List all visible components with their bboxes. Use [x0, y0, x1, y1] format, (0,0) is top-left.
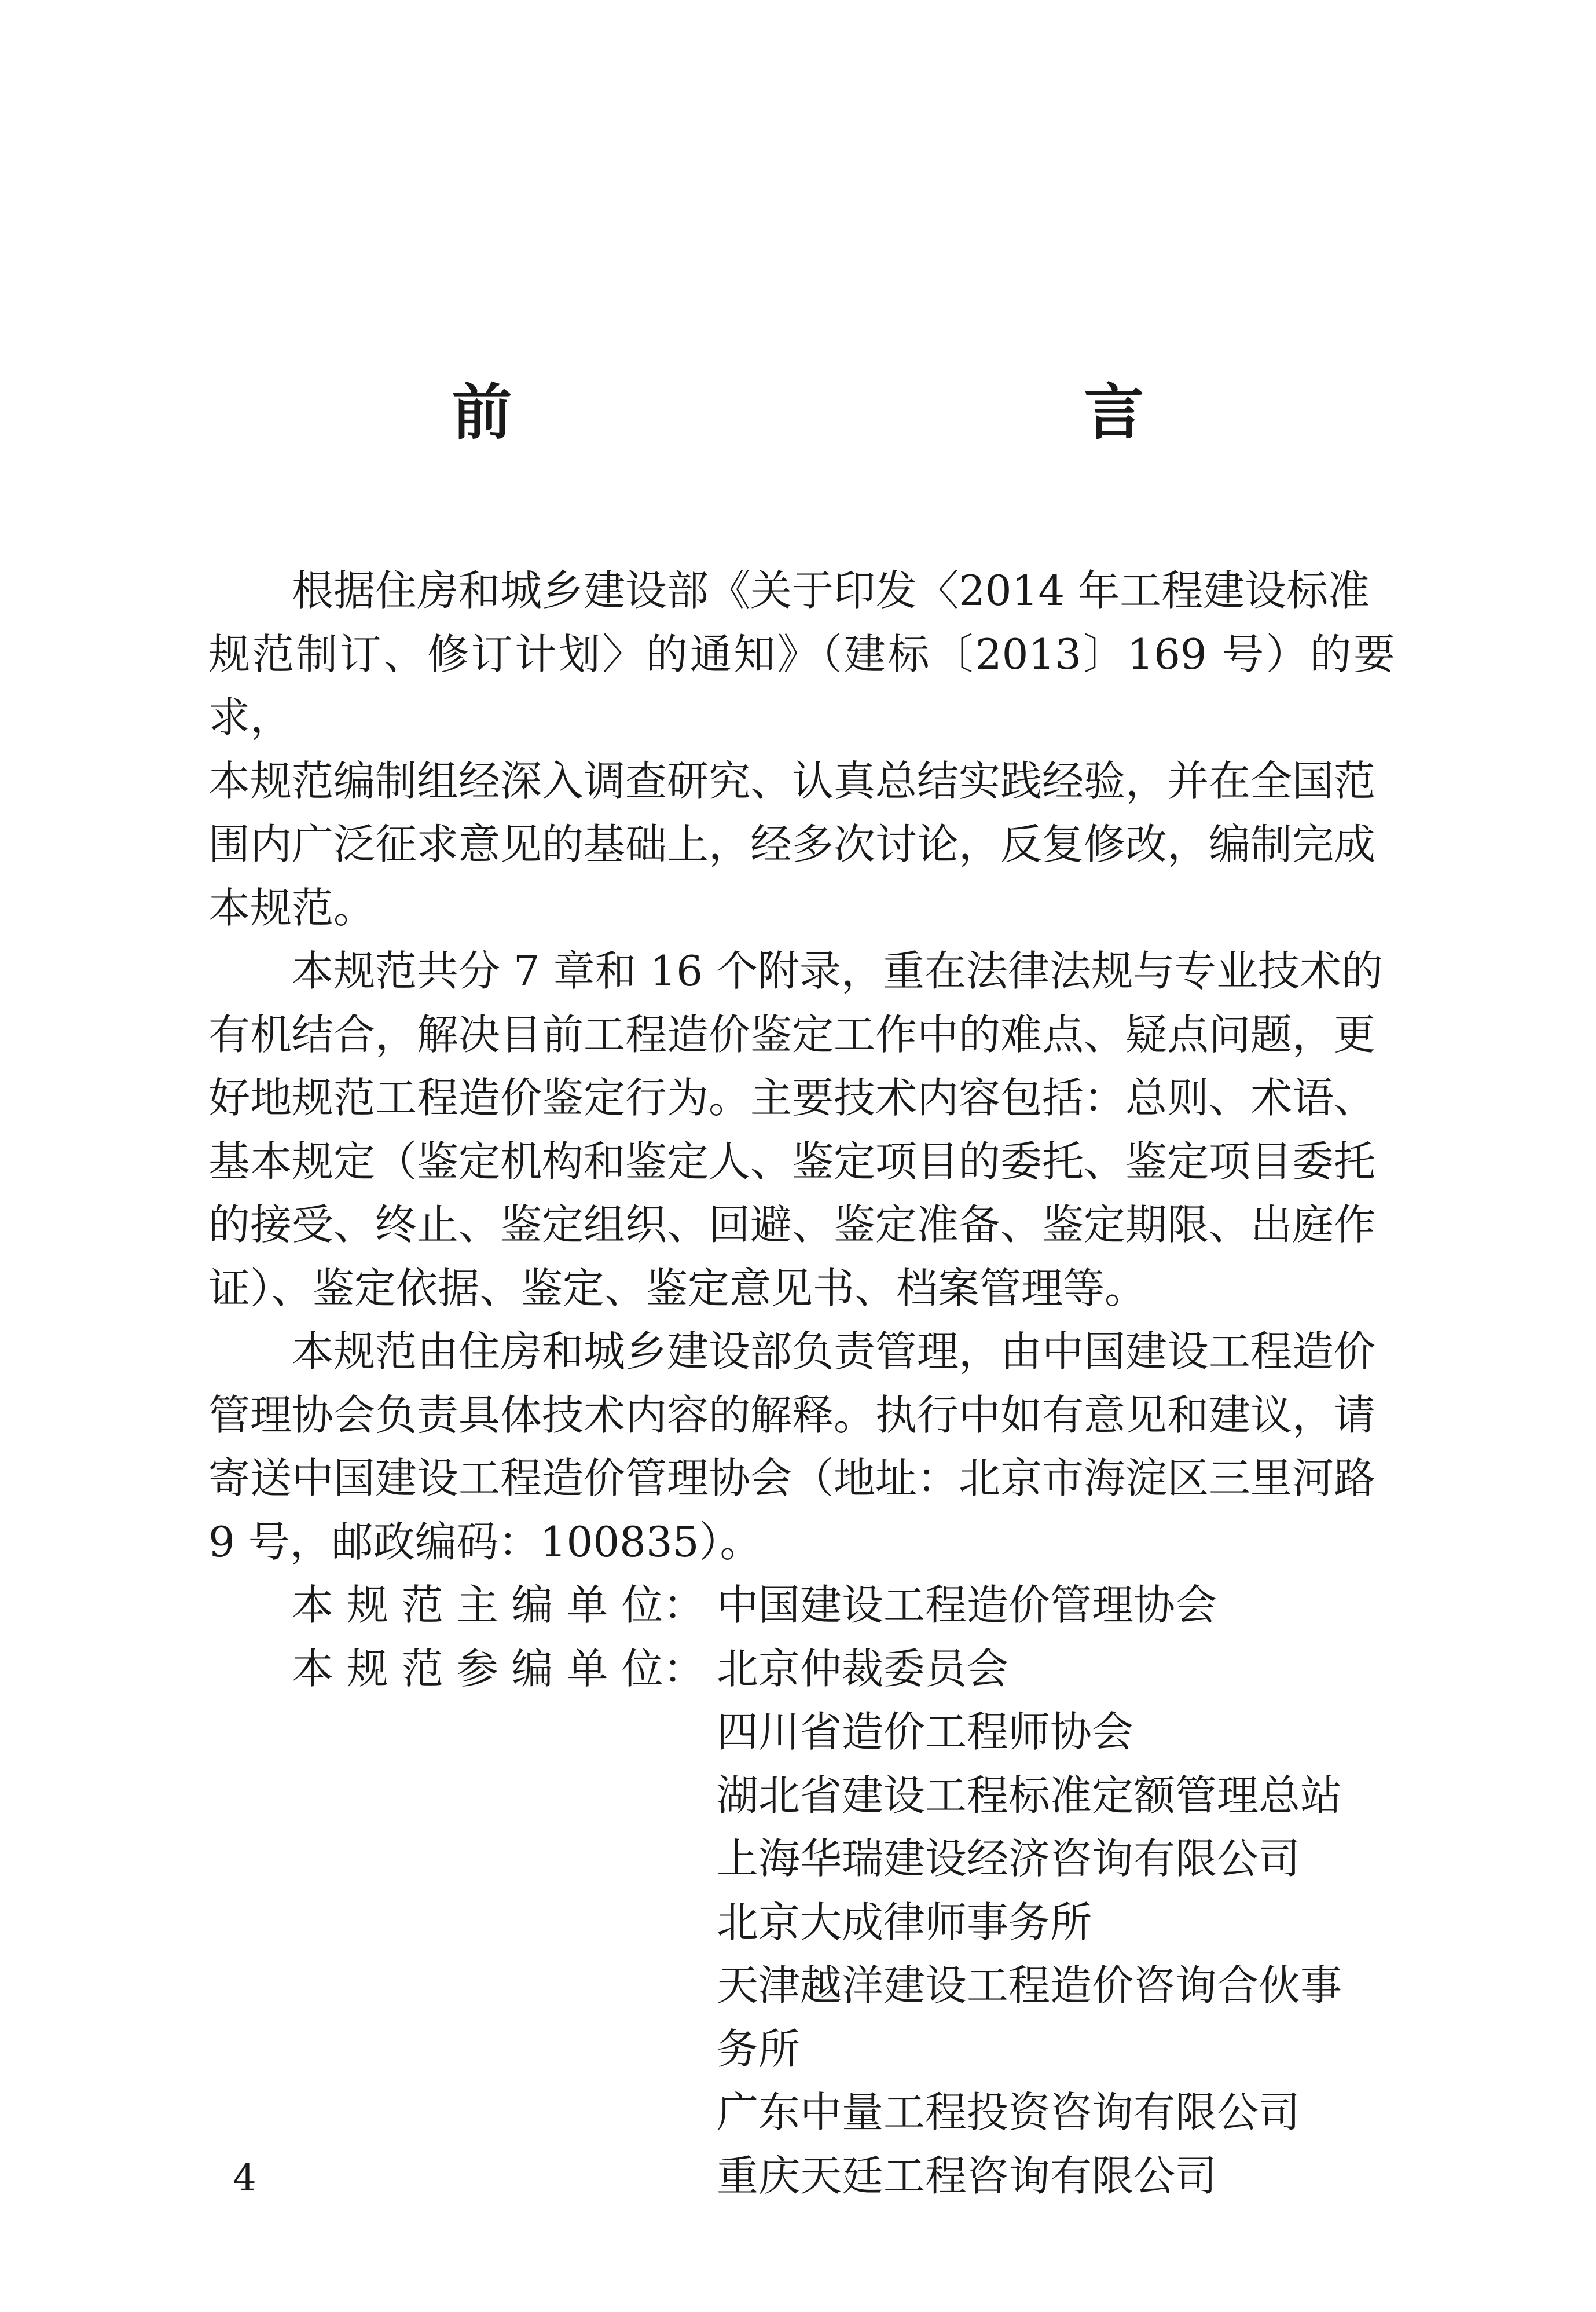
paragraph-line: 本规范共分 7 章和 16 个附录，重在法律法规与专业技术的	[292, 947, 1383, 995]
organization-name: 四川省造价工程师协会	[717, 1708, 1134, 1756]
paragraph-line: 证）、鉴定依据、鉴定、鉴定意见书、档案管理等。	[208, 1263, 1147, 1313]
organization-name: 北京仲裁委员会	[717, 1644, 1009, 1693]
paragraph-line: 本规范由住房和城乡建设部负责管理，由中国建设工程造价	[292, 1327, 1376, 1376]
participating-editor-label: 本 规 范 参 编 单 位：	[292, 1644, 705, 1693]
paragraph-line: 围内广泛征求意见的基础上，经多次讨论，反复修改，编制完成	[208, 820, 1376, 869]
paragraph-line: 基本规定（鉴定机构和鉴定人、鉴定项目的委托、鉴定项目委托	[208, 1137, 1376, 1186]
organization-name: 中国建设工程造价管理协会	[717, 1581, 1217, 1629]
organization-name: 务所	[717, 2024, 801, 2073]
paragraph-line: 本规范。	[208, 883, 376, 932]
participating-editor-units	[208, 1637, 1395, 2208]
paragraph-line: 本规范编制组经深入调查研究、认真总结实践经验，并在全国范	[208, 756, 1376, 805]
page-title: 前 言	[452, 376, 1295, 448]
organization-name: 广东中量工程投资咨询有限公司	[717, 2088, 1301, 2137]
page-number: 4	[233, 2157, 256, 2200]
chief-editor-unit	[208, 1574, 1395, 1637]
chief-editor-label: 本 规 范 主 编 单 位：	[292, 1581, 705, 1629]
paragraph-line: 管理协会负责具体技术内容的解释。执行中如有意见和建议，请	[208, 1390, 1376, 1439]
paragraph-1	[208, 559, 1395, 940]
paragraph-line: 的接受、终止、鉴定组织、回避、鉴定准备、鉴定期限、出庭作	[208, 1200, 1376, 1249]
paragraph-line: 9 号，邮政编码：100835）。	[208, 1517, 762, 1566]
paragraph-line: 有机结合，解决目前工程造价鉴定工作中的难点、疑点问题，更	[208, 1010, 1376, 1059]
paragraph-line: 规范制订、修订计划〉的通知》（建标〔2013〕169 号）的要求，	[208, 629, 1395, 742]
organization-name: 北京大成律师事务所	[717, 1897, 1092, 1947]
organization-name: 上海华瑞建设经济咨询有限公司	[717, 1834, 1301, 1883]
paragraph-2	[208, 940, 1395, 1320]
chief-editor-names	[717, 1574, 1395, 1637]
organization-name: 重庆天廷工程咨询有限公司	[717, 2151, 1217, 2200]
organization-name: 天津越洋建设工程造价咨询合伙事	[717, 1961, 1342, 2010]
paragraph-3	[208, 1320, 1395, 1574]
paragraph-line: 根据住房和城乡建设部《关于印发〈2014 年工程建设标准	[292, 566, 1370, 615]
paragraph-line: 好地规范工程造价鉴定行为。主要技术内容包括：总则、术语、	[208, 1073, 1376, 1122]
organization-name: 湖北省建设工程标准定额管理总站	[717, 1771, 1342, 1820]
participating-editor-names	[717, 1637, 1395, 2208]
paragraph-line: 寄送中国建设工程造价管理协会（地址：北京市海淀区三里河路	[208, 1454, 1376, 1503]
preface-body	[208, 559, 1395, 2208]
